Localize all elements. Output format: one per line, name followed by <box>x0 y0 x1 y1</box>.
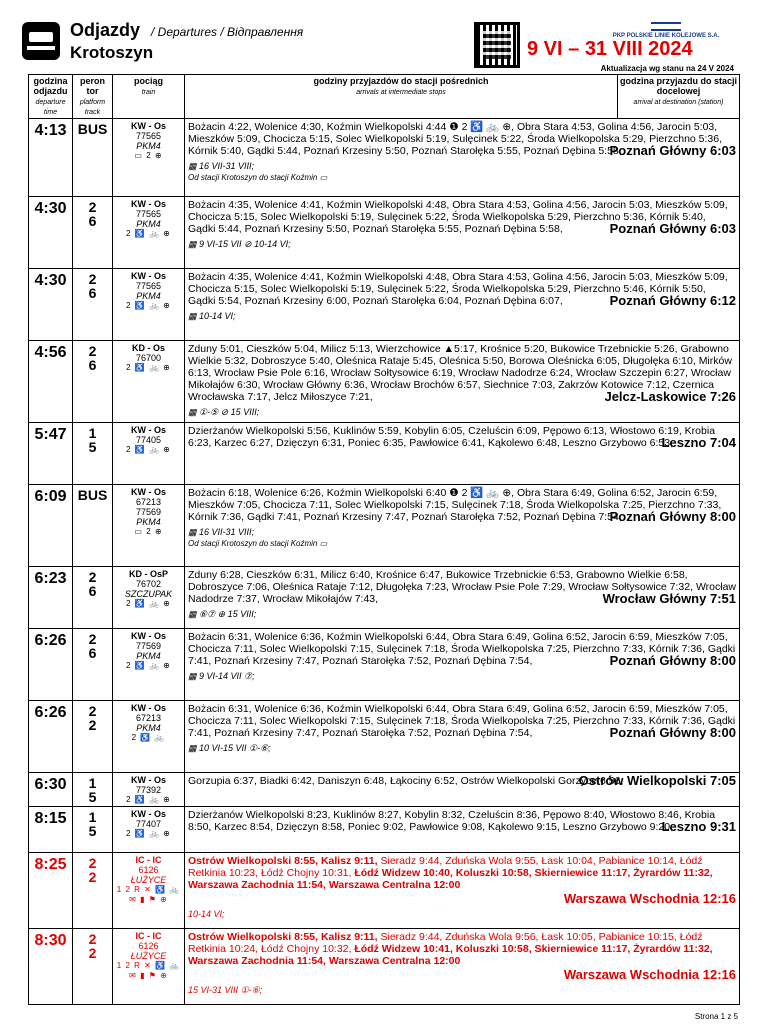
platform-track <box>73 341 113 423</box>
platform: 2 <box>88 855 97 871</box>
train-category: KW - Os <box>131 703 166 713</box>
stops-text: Bożacin 4:35, Wolenice 4:41, Koźmin Wielkopolski 4:48, Obra Stara 4:53, Golina 4:56, Jarocin 5:03, Mieszków 5:09, Chocicza 5:15, Solec Wielkopolski 5:19, Sulęcinek 5:22, Środa Wielkopolska 5:29, Pierzchno 5:46, Kórnik 5:50, Gądki 5:54, Poznań Krzesiny 6:00, Poznań Starołęka 6:04, Poznań Dębina 6:07, <box>188 271 728 307</box>
calendar-note: ▦ 10 VI-15 VII ①-⑥; <box>188 743 271 753</box>
calendar-note: ▦ ①-⑤ ⊘ 15 VIII; <box>188 407 260 417</box>
track: 6 <box>88 645 97 661</box>
platform-track <box>73 119 113 197</box>
destination: Poznań Główny 6:03 <box>609 143 736 158</box>
platform-track <box>73 773 113 807</box>
destination: Ostrów Wielkopolski 7:05 <box>578 773 736 788</box>
departure-time: 4:56 <box>29 341 73 423</box>
departures-table <box>28 74 740 1005</box>
col-stations: godziny przyjazdów do stacji pośrednich arrivals at intermediate stops <box>185 75 618 119</box>
train-info <box>113 701 185 773</box>
intermediate-stops <box>185 269 740 341</box>
train-category: KD - OsP <box>128 569 168 579</box>
calendar-note: 15 VI-31 VIII ①-⑥; <box>188 985 263 995</box>
train-info <box>113 197 185 269</box>
platform: 2 <box>88 569 97 585</box>
destination: Poznań Główny 6:12 <box>609 293 736 308</box>
platform-track <box>73 929 113 1005</box>
service-icons: 1 2 R ✕ ♿ 🚲 ✉ ▮ ⚑ ⊕ <box>116 961 181 980</box>
stops-major-2: Łódź Widzew 10:41, Koluszki 10:58, Skierniewice 11:17, Żyrardów 11:32, Warszawa Zachodnia 11:54, Warszawa Centralna 12:00 <box>188 943 713 967</box>
train-info <box>113 423 185 485</box>
train-number: 67213 <box>135 713 162 723</box>
col-time: godzina odjazdu departure time <box>29 75 73 119</box>
train-info <box>113 269 185 341</box>
platform: 2 <box>88 931 97 947</box>
table-row <box>29 807 740 853</box>
calendar-note: ▦ ⑥⑦ ⊕ 15 VIII; <box>188 609 257 619</box>
table-row <box>29 485 740 567</box>
train-number: 77565 <box>135 209 162 219</box>
bus-note: Od stacji Krotoszyn do stacji Koźmin ▭ <box>188 173 328 182</box>
service-icons: 2 ♿ 🚲 <box>131 733 166 742</box>
service-icons: ▭ 2 ⊕ <box>134 151 163 160</box>
stops-text: Bożacin 4:22, Wolenice 4:30, Koźmin Wielkopolski 4:44 ❶ 2 ♿ 🚲 ⊕, Obra Stara 4:53, Golina 4:56, Jarocin 5:03, Mieszków 5:09, Chocicza 5:15, Solec Wielkopolski 5:19, Sulęcinek 5:22, Środa Wielkopolska 5:29, Pierzchno 5:36, Kórnik 5:40, Gądki 5:44, Poznań Krzesiny 5:50, Poznań Starołęka 5:55, Poznań Dębina 5:58, <box>188 121 723 157</box>
destination: Poznań Główny 8:00 <box>609 653 736 668</box>
train-info <box>113 119 185 197</box>
stops-text: Bożacin 6:31, Wolenice 6:36, Koźmin Wielkopolski 6:44, Obra Stara 6:49, Golina 6:52, Jarocin 6:59, Mieszków 7:05, Chocicza 7:11, Solec Wielkopolski 7:15, Sulęcinek 7:18, Środa Wielkopolska 7:25, Pierzchno 7:33, Kórnik 7:36, Gądki 7:41, Poznań Krzesiny 7:47, Poznań Starołęka 7:52, Poznań Dębina 7:54, <box>188 703 736 739</box>
train-info <box>113 807 185 853</box>
destination: Poznań Główny 8:00 <box>609 725 736 740</box>
platform-track <box>73 629 113 701</box>
platform-track <box>73 423 113 485</box>
track: 6 <box>88 357 97 373</box>
service-icons: ▭ 2 ⊕ <box>134 527 163 536</box>
platform: 2 <box>88 703 97 719</box>
train-number: 67213 <box>135 497 162 507</box>
platform: BUS <box>77 487 108 503</box>
train-info <box>113 341 185 423</box>
platform: 2 <box>88 631 97 647</box>
stops-major-2: Łódź Widzew 10:40, Koluszki 10:58, Skierniewice 11:17, Żyrardów 11:32, Warszawa Zachodnia 11:54, Warszawa Centralna 12:00 <box>188 867 713 891</box>
intermediate-stops <box>185 773 740 807</box>
departure-time: 6:26 <box>29 701 73 773</box>
stops-text: Bożacin 6:31, Wolenice 6:36, Koźmin Wielkopolski 6:44, Obra Stara 6:49, Golina 6:52, Jarocin 6:59, Mieszków 7:05, Chocicza 7:11, Solec Wielkopolski 7:15, Sulęcinek 7:18, Środa Wielkopolska 7:25, Pierzchno 7:33, Kórnik 7:36, Gądki 7:41, Poznań Krzesiny 7:47, Poznań Starołęka 7:52, Poznań Dębina 7:54, <box>188 631 736 667</box>
intermediate-stops <box>185 423 740 485</box>
stops-text: Bożacin 4:35, Wolenice 4:41, Koźmin Wielkopolski 4:48, Obra Stara 4:53, Golina 4:56, Jarocin 5:03, Mieszków 5:09, Chocicza 5:15, Solec Wielkopolski 5:19, Sulęcinek 5:22, Środa Wielkopolska 5:29, Pierzchno 5:36, Kórnik 5:40, Gądki 5:44, Poznań Krzesiny 5:50, Poznań Starołęka 5:55, Poznań Dębina 5:58, <box>188 199 728 235</box>
train-info <box>113 567 185 629</box>
departure-time: 6:30 <box>29 773 73 807</box>
train-number: 77565 <box>135 131 162 141</box>
train-number: 77405 <box>135 435 162 445</box>
departure-time: 5:47 <box>29 423 73 485</box>
table-row <box>29 701 740 773</box>
intermediate-stops <box>185 629 740 701</box>
col-platform: peron tor platform track <box>73 75 113 119</box>
train-icon <box>22 22 60 60</box>
train-info <box>113 629 185 701</box>
intermediate-stops <box>185 807 740 853</box>
stops-text: Zduny 5:01, Cieszków 5:04, Milicz 5:13, Wierzchowice ▲5:17, Krośnice 5:20, Bukowice Trzebnickie 5:26, Grabowno Wielkie 5:32, Dobroszyce 5:40, Oleśnica Rataje 5:45, Oleśnica 5:50, Borowa Oleśnicka 6:05, Długołęka 6:10, Mirków 6:13, Wrocław Psie Pole 6:16, Wrocław Sołtysowice 6:19, Wrocław Nadodrze 6:24, Wrocław Szczepin 6:27, Wrocław Mikołajów 6:30, Wrocław Główny 6:36, Wrocław Brochów 6:57, Siechnice 7:03, Zakrzów Kotowice 7:12, Czernica Wrocławska 7:17, Jelcz Miłoszyce 7:21, <box>188 343 732 403</box>
stops-text <box>188 931 736 967</box>
train-category: IC - IC <box>135 931 162 941</box>
track: 6 <box>88 213 97 229</box>
departure-time: 8:25 <box>29 853 73 929</box>
stops-text: Gorzupia 6:37, Biadki 6:42, Daniszyn 6:48, Łąkociny 6:52, Ostrów Wielkopolski Gorzyce 6:56, <box>188 775 624 787</box>
station-name: Krotoszyn <box>70 43 154 62</box>
stops-text: Bożacin 6:18, Wolenice 6:26, Koźmin Wielkopolski 6:40 ❶ 2 ♿ 🚲 ⊕, Obra Stara 6:49, Golina 6:52, Jarocin 6:59, Mieszków 7:05, Chocicza 7:11, Solec Wielkopolski 7:15, Sulęcinek 7:18, Środa Wielkopolska 7:25, Pierzchno 7:33, Kórnik 7:36, Gądki 7:41, Poznań Krzesiny 7:47, Poznań Starołęka 7:52, Poznań Dębina 7:54, <box>188 487 722 523</box>
train-number: 6126 <box>138 865 159 875</box>
departure-time: 8:30 <box>29 929 73 1005</box>
table-row <box>29 773 740 807</box>
destination: Jelcz-Laskowice 7:26 <box>604 389 736 404</box>
qr-code-icon[interactable] <box>474 22 520 68</box>
train-number: 77569 <box>135 641 162 651</box>
stops-major: Ostrów Wielkopolski 8:55, Kalisz 9:11, <box>188 855 378 867</box>
train-name: ŁUŻYCE <box>130 951 167 961</box>
train-number: 6126 <box>138 941 159 951</box>
train-number: 77407 <box>135 819 162 829</box>
table-row <box>29 423 740 485</box>
calendar-note: ▦ 16 VII-31 VIII; <box>188 527 255 537</box>
train-number: 77392 <box>135 785 162 795</box>
track: 6 <box>88 583 97 599</box>
train-category: KW - Os <box>131 425 166 435</box>
operator-logo <box>596 22 736 39</box>
intermediate-stops <box>185 929 740 1005</box>
platform: 1 <box>88 775 97 791</box>
stops-text: Zduny 6:28, Cieszków 6:31, Milicz 6:40, Krośnice 6:47, Bukowice Trzebnickie 6:53, Grabowno Wielkie 6:58, Dobroszyce 7:06, Oleśnica Rataje 7:12, Długołęka 7:23, Wrocław Psie Pole 7:29, Wrocław Sołtysowice 7:32, Wrocław Nadodrze 7:37, Wrocław Mikołajów 7:43, <box>188 569 737 605</box>
track: 2 <box>88 869 97 885</box>
platform: BUS <box>77 121 108 137</box>
train-category: KW - Os <box>131 809 166 819</box>
train-category: KW - Os <box>131 487 166 497</box>
train-category: KW - Os <box>131 271 166 281</box>
train-category: KW - Os <box>131 775 166 785</box>
table-row <box>29 629 740 701</box>
platform: 2 <box>88 343 97 359</box>
service-icons: 2 ♿ 🚲 ⊕ <box>126 661 171 670</box>
table-row <box>29 197 740 269</box>
platform-track <box>73 485 113 567</box>
track: 2 <box>88 945 97 961</box>
calendar-note: ▦ 10-14 VI; <box>188 311 236 321</box>
platform: 1 <box>88 809 97 825</box>
date-range: 9 VI – 31 VIII 2024 <box>527 38 693 60</box>
destination: Leszno 9:31 <box>661 819 736 834</box>
intermediate-stops <box>185 701 740 773</box>
train-number: 76700 <box>135 353 162 363</box>
train-number: 77565 <box>135 281 162 291</box>
service-icons: 2 ♿ 🚲 ⊕ <box>126 795 171 804</box>
train-name: SZCZUPAK <box>124 589 173 599</box>
train-category: KW - Os <box>131 121 166 131</box>
platform-track <box>73 701 113 773</box>
departure-time: 6:23 <box>29 567 73 629</box>
train-name: PKM4 <box>136 291 161 301</box>
service-icons: 2 ♿ 🚲 ⊕ <box>126 229 171 238</box>
departure-time: 6:09 <box>29 485 73 567</box>
service-icons: 2 ♿ 🚲 ⊕ <box>126 599 171 608</box>
platform-track <box>73 197 113 269</box>
table-row <box>29 269 740 341</box>
train-info <box>113 853 185 929</box>
train-name: PKM4 <box>136 219 161 229</box>
service-icons: 1 2 R ✕ ♿ 🚲 ✉ ▮ ⚑ ⊕ <box>116 885 181 904</box>
intermediate-stops <box>185 341 740 423</box>
service-icons: 2 ♿ 🚲 ⊕ <box>126 829 171 838</box>
train-number-2: 77569 <box>135 507 162 517</box>
calendar-note: 10-14 VI; <box>188 909 225 919</box>
destination: Leszno 7:04 <box>661 435 736 450</box>
platform: 2 <box>88 199 97 215</box>
platform: 2 <box>88 271 97 287</box>
intermediate-stops <box>185 119 740 197</box>
page-title: Odjazdy <box>70 20 141 40</box>
page-subtitle: / Departures / Відправлення <box>151 25 304 39</box>
platform: 1 <box>88 425 97 441</box>
table-row-ic <box>29 853 740 929</box>
service-icons: 2 ♿ 🚲 ⊕ <box>126 363 171 372</box>
intermediate-stops <box>185 485 740 567</box>
destination: Poznań Główny 6:03 <box>609 221 736 236</box>
track: 5 <box>88 823 97 839</box>
train-category: KW - Os <box>131 631 166 641</box>
calendar-note: ▦ 16 VII-31 VIII; <box>188 161 255 171</box>
destination: Warszawa Wschodnia 12:16 <box>563 967 736 982</box>
train-info <box>113 485 185 567</box>
train-info <box>113 773 185 807</box>
pkp-logo-icon <box>651 22 681 31</box>
stops-text <box>188 855 736 891</box>
table-row <box>29 341 740 423</box>
destination: Wrocław Główny 7:51 <box>602 591 736 606</box>
train-category: IC - IC <box>135 855 162 865</box>
departure-time: 4:30 <box>29 197 73 269</box>
table-header <box>29 75 740 119</box>
service-icons: 2 ♿ 🚲 ⊕ <box>126 445 171 454</box>
stops-text: Dzierżanów Wielkopolski 5:56, Kuklinów 5:59, Kobylin 6:05, Czeluścin 6:09, Pępowo 6:13, Włostowo 6:19, Krobia 6:23, Karzec 6:27, Dzięczyn 6:31, Poniec 6:35, Pawłowice 6:41, Kąkolewo 6:48, Leszno Grzybowo 6:53, <box>188 425 716 449</box>
train-name: ŁUŻYCE <box>130 875 167 885</box>
train-number: 76702 <box>135 579 162 589</box>
table-row <box>29 119 740 197</box>
col-destination: godzina przyjazdu do stacji docelowej arrival at destination (station) <box>618 75 740 119</box>
col-train: pociąg train <box>113 75 185 119</box>
train-name: PKM4 <box>136 517 161 527</box>
page-footer: Strona 1 z 5 <box>694 1012 738 1021</box>
bus-note: Od stacji Krotoszyn do stacji Koźmin ▭ <box>188 539 328 548</box>
track: 5 <box>88 789 97 805</box>
departure-time: 6:26 <box>29 629 73 701</box>
header <box>0 0 768 74</box>
stops-text: Dzierżanów Wielkopolski 8:23, Kuklinów 8:27, Kobylin 8:32, Czeluścin 8:36, Pępowo 8:40, Włostowo 8:46, Krobia 8:50, Karzec 8:54, Dzięczyn 8:58, Poniec 9:02, Pawłowice 9:08, Kąkolewo 9:15, Leszno Grzybowo 9:20, <box>188 809 716 833</box>
train-category: KW - Os <box>131 199 166 209</box>
calendar-note: ▦ 9 VI-15 VII ⊘ 10-14 VI; <box>188 239 291 249</box>
platform-track <box>73 853 113 929</box>
destination: Warszawa Wschodnia 12:16 <box>563 891 736 906</box>
table-row-ic <box>29 929 740 1005</box>
departure-time: 4:30 <box>29 269 73 341</box>
stops-minor: Sieradz 9:44, Zduńska Wola 9:55, Łask 10:04, Pabianice 10:14, Łódź Retkinia 10:23, Łódź Chojny 10:31, <box>188 855 703 879</box>
train-category: KD - Os <box>131 343 165 353</box>
intermediate-stops <box>185 853 740 929</box>
platform-track <box>73 807 113 853</box>
platform-track <box>73 567 113 629</box>
table-row <box>29 567 740 629</box>
platform-track <box>73 269 113 341</box>
calendar-note: ▦ 9 VI-14 VII ⑦; <box>188 671 255 681</box>
intermediate-stops <box>185 197 740 269</box>
intermediate-stops <box>185 567 740 629</box>
track: 5 <box>88 439 97 455</box>
departure-time: 8:15 <box>29 807 73 853</box>
stops-major: Ostrów Wielkopolski 8:55, Kalisz 9:11, <box>188 931 378 943</box>
service-icons: 2 ♿ 🚲 ⊕ <box>126 301 171 310</box>
train-name: PKM4 <box>136 651 161 661</box>
destination: Poznań Główny 8:00 <box>609 509 736 524</box>
track: 2 <box>88 717 97 733</box>
departure-time: 4:13 <box>29 119 73 197</box>
operator-name: PKP POLSKIE LINIE KOLEJOWE S.A. <box>612 33 720 39</box>
train-name: PKM4 <box>136 723 161 733</box>
train-name: PKM4 <box>136 141 161 151</box>
stops-minor: Sieradz 9:44, Zduńska Wola 9:56, Łask 10:05, Pabianice 10:15, Łódź Retkinia 10:24, Łódź Chojny 10:32, <box>188 931 703 955</box>
update-note: Aktualizacja wg stanu na 24 V 2024 <box>600 64 734 73</box>
track: 6 <box>88 285 97 301</box>
train-info <box>113 929 185 1005</box>
